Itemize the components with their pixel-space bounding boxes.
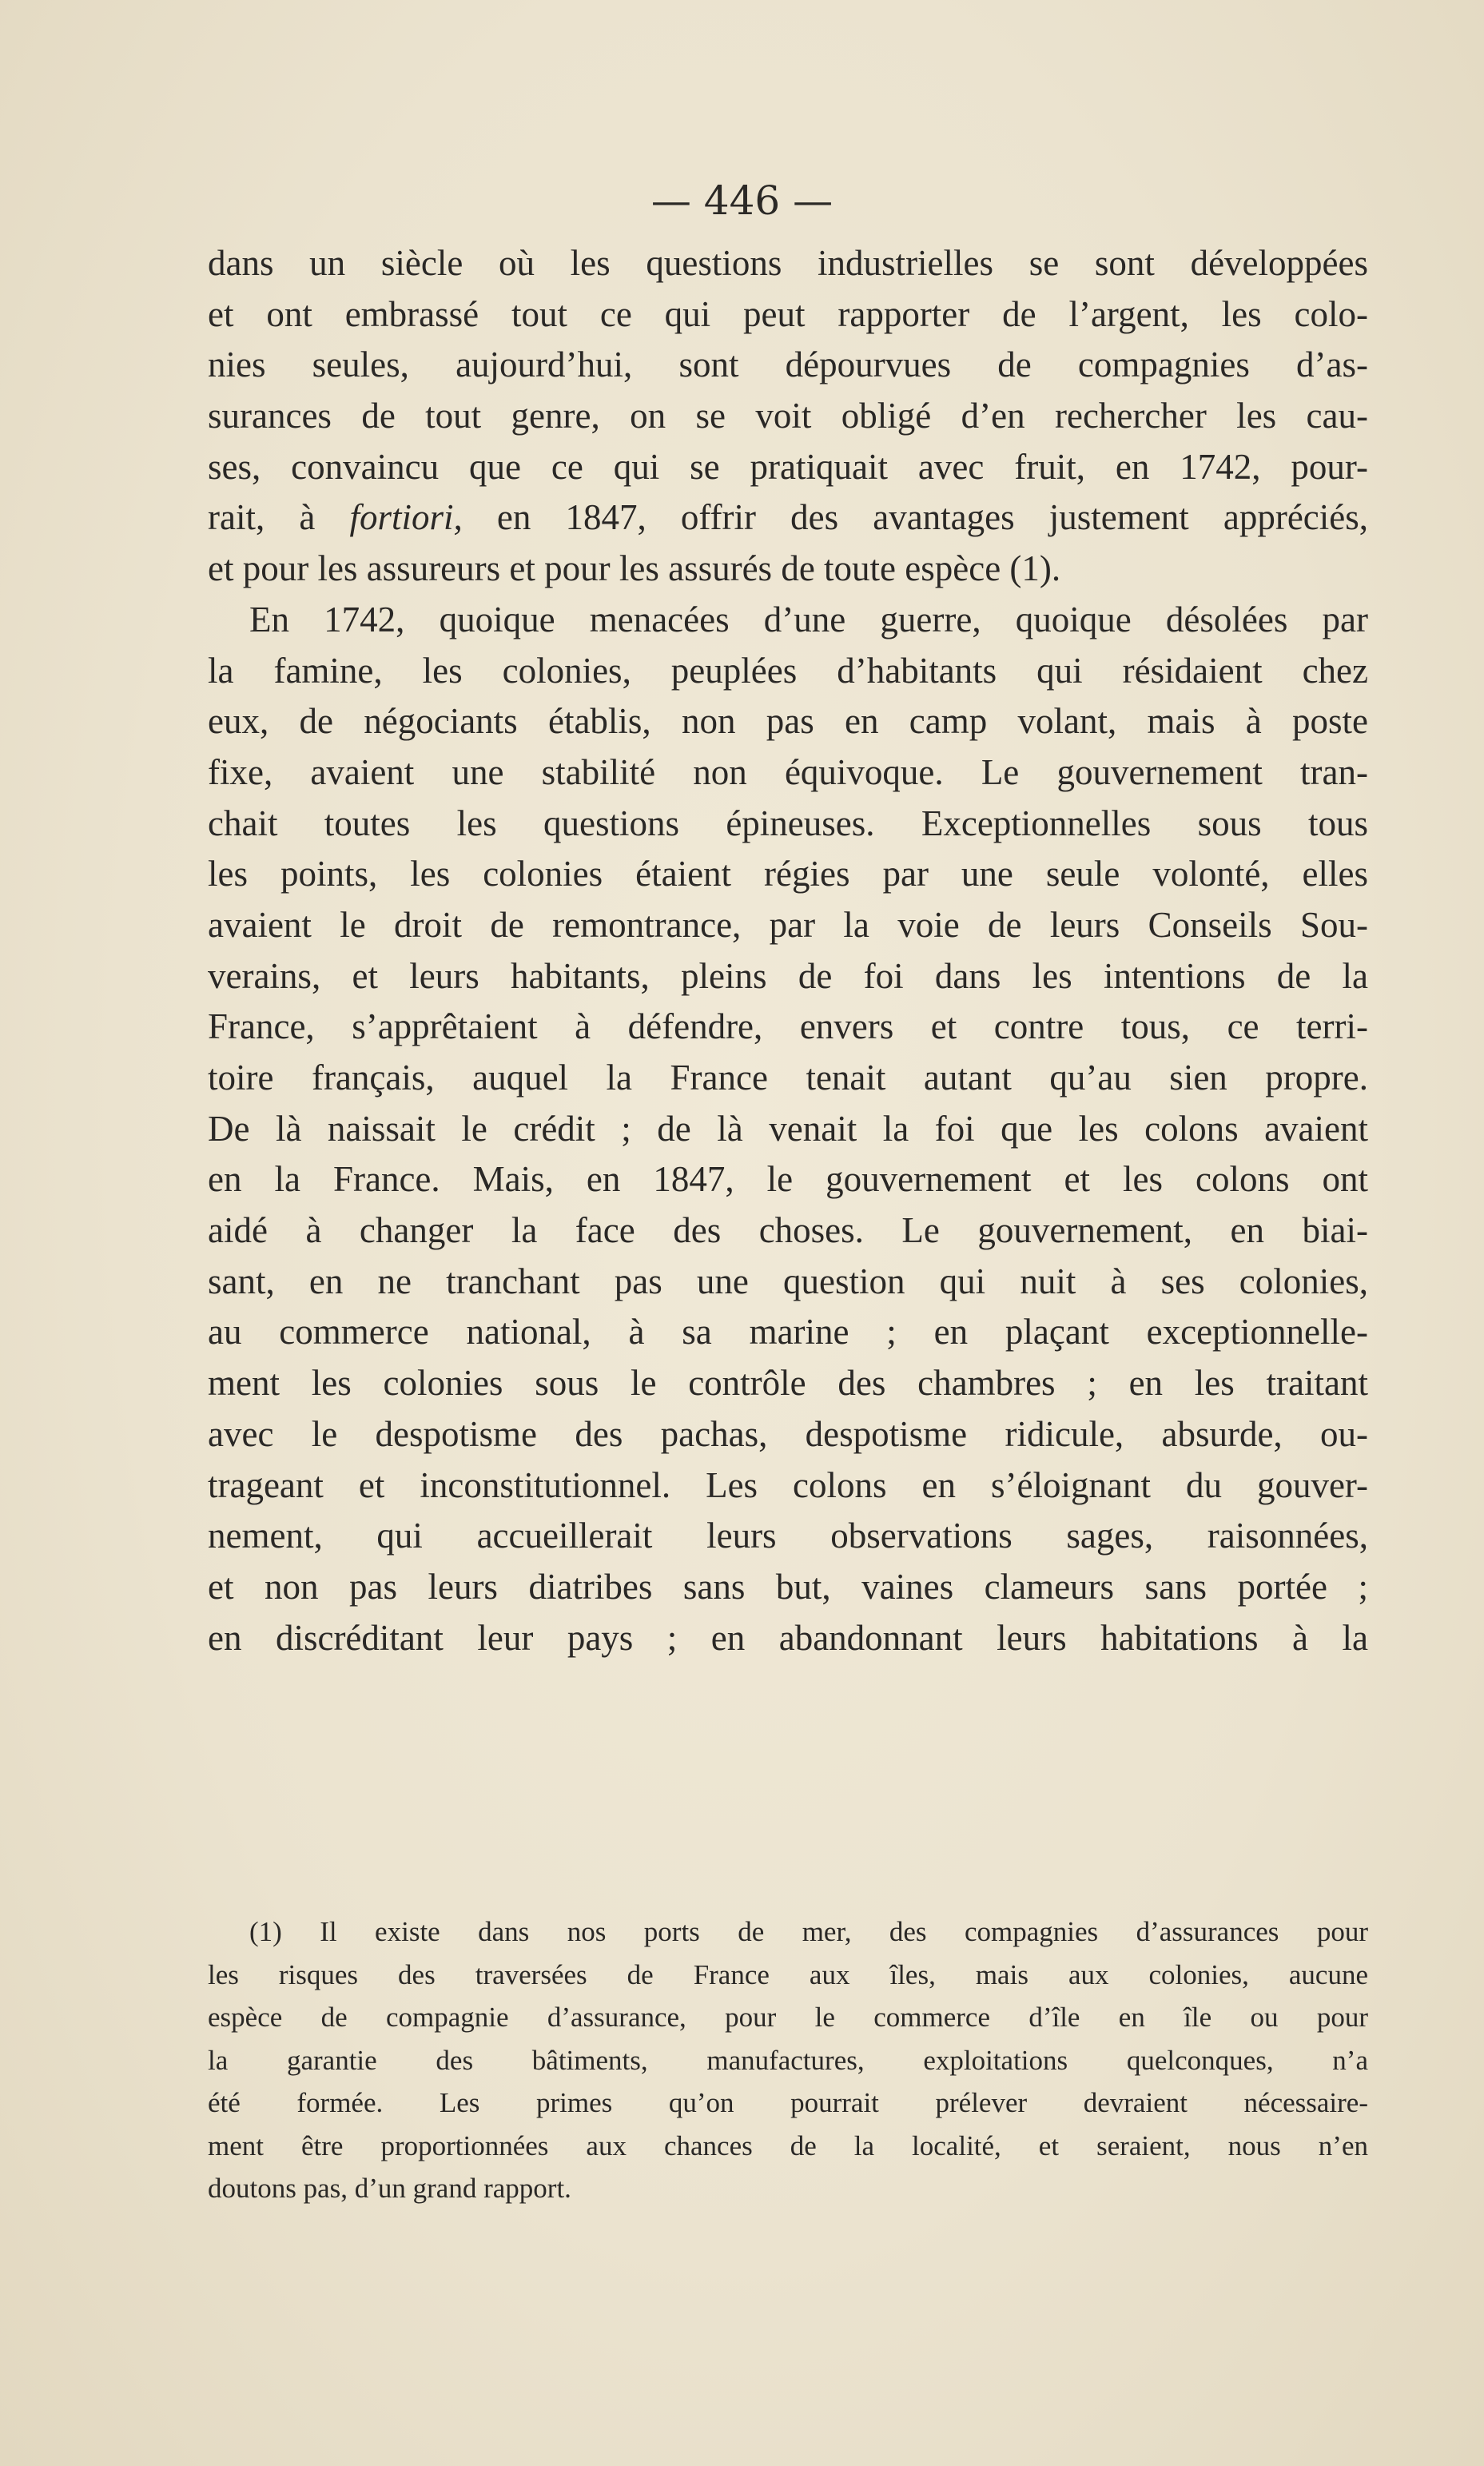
body-line: ment les colonies sous le contrôle des chambres ; en les traitant (208, 1363, 1368, 1404)
body-line: En 1742, quoique menacées d’une guerre, quoique désolées par (249, 599, 1368, 639)
page-number: — 446 — (650, 177, 834, 224)
footnote-line: (1) Il existe dans nos ports de mer, des compagnies d’assurances pour (249, 1916, 1368, 1947)
body-line: et ont embrassé tout ce qui peut rapporter de l’argent, les colo- (208, 293, 1368, 334)
body-line: sant, en ne tranchant pas une question qui nuit à ses colonies, (208, 1261, 1368, 1301)
body-line: et pour les assureurs et pour les assurés de toute espèce (1). (208, 548, 1061, 589)
body-line: eux, de négociants établis, non pas en camp volant, mais à poste (208, 701, 1368, 742)
body-line: nies seules, aujourd’hui, sont dépourvues de compagnies d’as- (208, 345, 1368, 385)
body-line: fixe, avaient une stabilité non équivoque. Le gouvernement tran- (208, 751, 1368, 792)
footnote-line: été formée. Les primes qu’on pourrait prélever devraient nécessaire- (208, 2087, 1368, 2118)
body-line: avaient le droit de remontrance, par la voie de leurs Conseils Sou- (208, 904, 1368, 945)
body-line (208, 492, 1368, 544)
body-line: avec le despotisme des pachas, despotisme ridicule, absurde, ou- (208, 1413, 1368, 1454)
italic-term: fortiori, (349, 497, 463, 538)
body-line: en discréditant leur pays ; en abandonnant leurs habitations à la (208, 1617, 1368, 1658)
body-line: en la France. Mais, en 1847, le gouvernement et les colons ont (208, 1159, 1368, 1200)
body-line: De là naissait le crédit ; de là venait la foi que les colons avaient (208, 1108, 1368, 1149)
body-line: les points, les colonies étaient régies par une seule volonté, elles (208, 854, 1368, 894)
body-line: et non pas leurs diatribes sans but, vaines clameurs sans portée ; (208, 1566, 1368, 1607)
body-line: verains, et leurs habitants, pleins de foi dans les intentions de la (208, 955, 1368, 996)
footnote-line: doutons pas, d’un grand rapport. (208, 2173, 571, 2204)
body-line: surances de tout genre, on se voit obligé d’en rechercher les cau- (208, 396, 1368, 436)
body-line-segment: rait, à (208, 497, 350, 538)
body-line: trageant et inconstitutionnel. Les colons en s’éloignant du gouver- (208, 1464, 1368, 1505)
body-line: toire français, auquel la France tenait autant qu’au sien propre. (208, 1058, 1368, 1098)
body-line: aidé à changer la face des choses. Le gouvernement, en biai- (208, 1210, 1368, 1251)
body-line: ses, convaincu que ce qui se pratiquait avec fruit, en 1742, pour- (208, 446, 1368, 487)
body-line: France, s’apprêtaient à défendre, envers et contre tous, ce terri- (208, 1006, 1368, 1047)
body-line: la famine, les colonies, peuplées d’habitants qui résidaient chez (208, 650, 1368, 691)
body-line: au commerce national, à sa marine ; en plaçant exceptionnelle- (208, 1312, 1368, 1353)
footnote-line: espèce de compagnie d’assurance, pour le commerce d’île en île ou pour (208, 2002, 1368, 2033)
footnote (208, 1910, 1368, 2210)
footnote-line: ment être proportionnées aux chances de la localité, et seraient, nous n’en (208, 2129, 1368, 2161)
body-line: chait toutes les questions épineuses. Exceptionnelles sous tous (208, 803, 1368, 843)
body-line-segment: en 1847, offrir des avantages justement appréciés, (462, 497, 1368, 538)
footnote-line: la garantie des bâtiments, manufactures, exploitations quelconques, n’a (208, 2044, 1368, 2076)
body-text (208, 238, 1368, 1663)
footnote-line: les risques des traversées de France aux îles, mais aux colonies, aucune (208, 1958, 1368, 1990)
body-line: nement, qui accueillerait leurs observations sages, raisonnées, (208, 1516, 1368, 1556)
body-line: dans un siècle où les questions industrielles se sont développées (208, 243, 1368, 283)
